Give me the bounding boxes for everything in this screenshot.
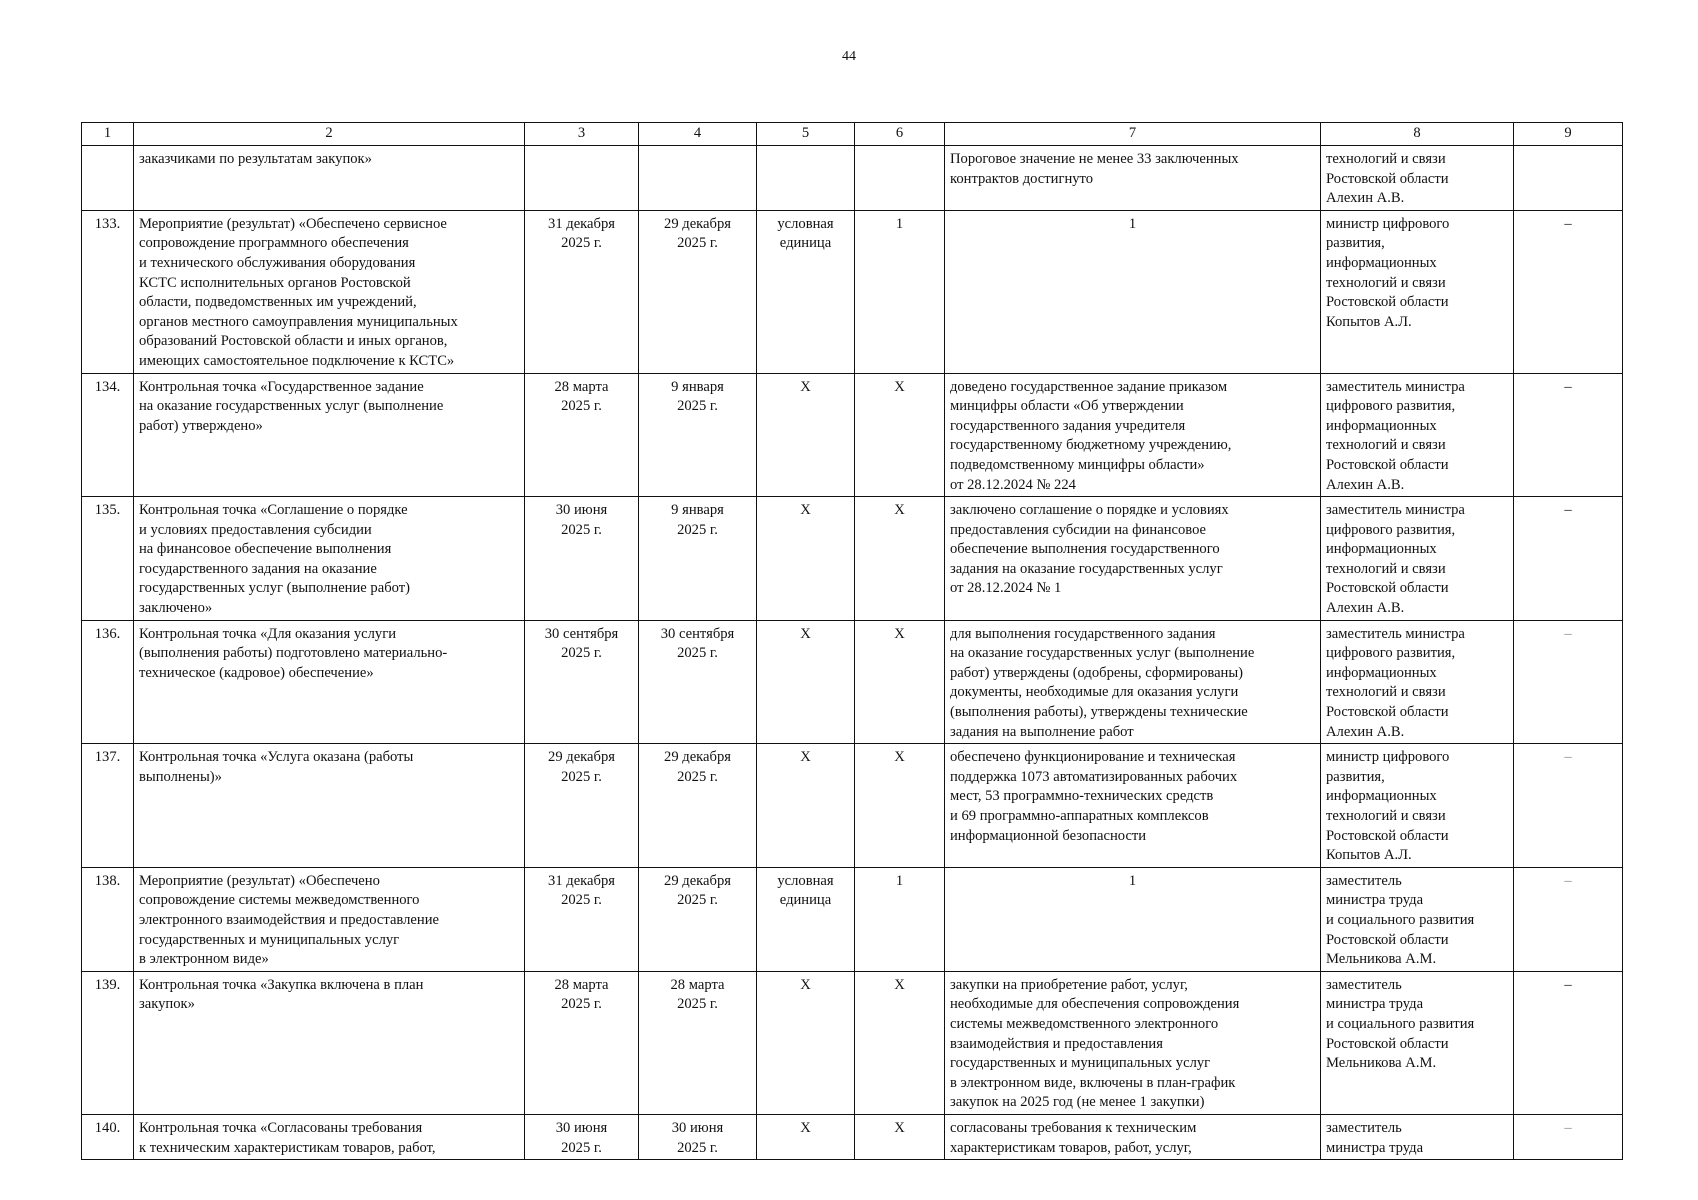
responsible-person: заместитель министра труда и социального развития Ростовской области Мельникова А.М. <box>1321 867 1514 971</box>
responsible-person: заместитель министра труда <box>1321 1114 1514 1159</box>
row-number: 134. <box>82 373 134 497</box>
end-date: 9 января 2025 г. <box>639 373 757 497</box>
unit: X <box>757 620 855 744</box>
result-text: 1 <box>945 210 1321 373</box>
responsible-person: министр цифрового развития, информационных технологий и связи Ростовской области Копытов А.Л. <box>1321 744 1514 868</box>
unit: X <box>757 1114 855 1159</box>
event-name: Контрольная точка «Согласованы требования к техническим характеристикам товаров, работ, <box>134 1114 525 1159</box>
unit: условная единица <box>757 210 855 373</box>
note <box>1514 146 1623 211</box>
event-name: Мероприятие (результат) «Обеспечено сервисное сопровождение программного обеспечения и технического обслуживания оборудования КСТС исполнительных органов Ростовской области, подведомственных им учреждений, органов местного самоуправления муниципальных образований Ростовской области и иных органов, имеющих самостоятельное подключение к КСТС» <box>134 210 525 373</box>
plan-table <box>81 122 1623 1160</box>
value: 1 <box>855 210 945 373</box>
value: X <box>855 971 945 1114</box>
unit: X <box>757 744 855 868</box>
responsible-person: заместитель министра цифрового развития, информационных технологий и связи Ростовской области Алехин А.В. <box>1321 373 1514 497</box>
result-text: согласованы требования к техническим характеристикам товаров, работ, услуг, <box>945 1114 1321 1159</box>
start-date <box>525 146 639 211</box>
column-header: 8 <box>1321 123 1514 146</box>
note: – <box>1514 497 1623 621</box>
row-number: 133. <box>82 210 134 373</box>
start-date: 31 декабря 2025 г. <box>525 867 639 971</box>
end-date: 30 сентября 2025 г. <box>639 620 757 744</box>
event-name: Контрольная точка «Услуга оказана (работы выполнены)» <box>134 744 525 868</box>
note: – <box>1514 210 1623 373</box>
result-text: доведено государственное задание приказом минцифры области «Об утверждении государственного задания учредителя государственному бюджетному учреждению, подведомственному минцифры области» от 28.12.2024 № 224 <box>945 373 1321 497</box>
row-number: 135. <box>82 497 134 621</box>
unit <box>757 146 855 211</box>
column-header: 9 <box>1514 123 1623 146</box>
end-date: 29 декабря 2025 г. <box>639 867 757 971</box>
row-number: 138. <box>82 867 134 971</box>
start-date: 30 июня 2025 г. <box>525 1114 639 1159</box>
table-row <box>82 867 1623 971</box>
note: – <box>1514 744 1623 868</box>
event-name: заказчиками по результатам закупок» <box>134 146 525 211</box>
table-row <box>82 971 1623 1114</box>
column-header: 5 <box>757 123 855 146</box>
unit: X <box>757 971 855 1114</box>
unit: X <box>757 373 855 497</box>
responsible-person: заместитель министра труда и социального развития Ростовской области Мельникова А.М. <box>1321 971 1514 1114</box>
row-number <box>82 146 134 211</box>
result-text: для выполнения государственного задания на оказание государственных услуг (выполнение работ) утверждены (одобрены, сформированы) документы, необходимые для оказания услуги (выполнения работы), утверждены технические задания на выполнение работ <box>945 620 1321 744</box>
column-header: 6 <box>855 123 945 146</box>
note: – <box>1514 867 1623 971</box>
result-text: Пороговое значение не менее 33 заключенных контрактов достигнуто <box>945 146 1321 211</box>
end-date: 29 декабря 2025 г. <box>639 744 757 868</box>
table-row <box>82 744 1623 868</box>
end-date: 29 декабря 2025 г. <box>639 210 757 373</box>
event-name: Контрольная точка «Государственное задание на оказание государственных услуг (выполнение работ) утверждено» <box>134 373 525 497</box>
end-date: 9 января 2025 г. <box>639 497 757 621</box>
event-name: Контрольная точка «Закупка включена в план закупок» <box>134 971 525 1114</box>
result-text: закупки на приобретение работ, услуг, необходимые для обеспечения сопровождения системы межведомственного электронного взаимодействия и предоставления государственных и муниципальных услуг в электронном виде, включены в план-график закупок на 2025 год (не менее 1 закупки) <box>945 971 1321 1114</box>
table-row <box>82 497 1623 621</box>
column-header: 1 <box>82 123 134 146</box>
responsible-person: министр цифрового развития, информационных технологий и связи Ростовской области Копытов А.Л. <box>1321 210 1514 373</box>
table-row <box>82 620 1623 744</box>
row-number: 137. <box>82 744 134 868</box>
value: X <box>855 1114 945 1159</box>
responsible-person: заместитель министра цифрового развития, информационных технологий и связи Ростовской области Алехин А.В. <box>1321 620 1514 744</box>
column-header-row <box>82 123 1623 146</box>
start-date: 28 марта 2025 г. <box>525 971 639 1114</box>
row-number: 139. <box>82 971 134 1114</box>
unit: X <box>757 497 855 621</box>
responsible-person: заместитель министра цифрового развития, информационных технологий и связи Ростовской области Алехин А.В. <box>1321 497 1514 621</box>
end-date: 30 июня 2025 г. <box>639 1114 757 1159</box>
value: 1 <box>855 867 945 971</box>
end-date <box>639 146 757 211</box>
column-header: 7 <box>945 123 1321 146</box>
page-number: 44 <box>842 49 856 64</box>
start-date: 30 сентября 2025 г. <box>525 620 639 744</box>
result-text: заключено соглашение о порядке и условиях предоставления субсидии на финансовое обеспечение выполнения государственного задания на оказание государственных услуг от 28.12.2024 № 1 <box>945 497 1321 621</box>
note: – <box>1514 971 1623 1114</box>
start-date: 28 марта 2025 г. <box>525 373 639 497</box>
row-number: 140. <box>82 1114 134 1159</box>
row-number: 136. <box>82 620 134 744</box>
end-date: 28 марта 2025 г. <box>639 971 757 1114</box>
table-row <box>82 1114 1623 1159</box>
value <box>855 146 945 211</box>
responsible-person: технологий и связи Ростовской области Алехин А.В. <box>1321 146 1514 211</box>
column-header: 3 <box>525 123 639 146</box>
unit: условная единица <box>757 867 855 971</box>
start-date: 29 декабря 2025 г. <box>525 744 639 868</box>
event-name: Мероприятие (результат) «Обеспечено сопровождение системы межведомственного электронного взаимодействия и предоставление государственных и муниципальных услуг в электронном виде» <box>134 867 525 971</box>
event-name: Контрольная точка «Для оказания услуги (выполнения работы) подготовлено материально- техническое (кадровое) обеспечение» <box>134 620 525 744</box>
start-date: 30 июня 2025 г. <box>525 497 639 621</box>
value: X <box>855 620 945 744</box>
result-text: 1 <box>945 867 1321 971</box>
column-header: 2 <box>134 123 525 146</box>
table-row <box>82 146 1623 211</box>
note: – <box>1514 620 1623 744</box>
event-name: Контрольная точка «Соглашение о порядке и условиях предоставления субсидии на финансовое обеспечение выполнения государственного задания на оказание государственных услуг (выполнение работ) заключено» <box>134 497 525 621</box>
table-row <box>82 210 1623 373</box>
value: X <box>855 744 945 868</box>
column-header: 4 <box>639 123 757 146</box>
start-date: 31 декабря 2025 г. <box>525 210 639 373</box>
value: X <box>855 497 945 621</box>
table-row <box>82 373 1623 497</box>
value: X <box>855 373 945 497</box>
note: – <box>1514 373 1623 497</box>
note: – <box>1514 1114 1623 1159</box>
result-text: обеспечено функционирование и техническая поддержка 1073 автоматизированных рабочих мест, 53 программно-технических средств и 69 программно-аппаратных комплексов информационной безопасности <box>945 744 1321 868</box>
